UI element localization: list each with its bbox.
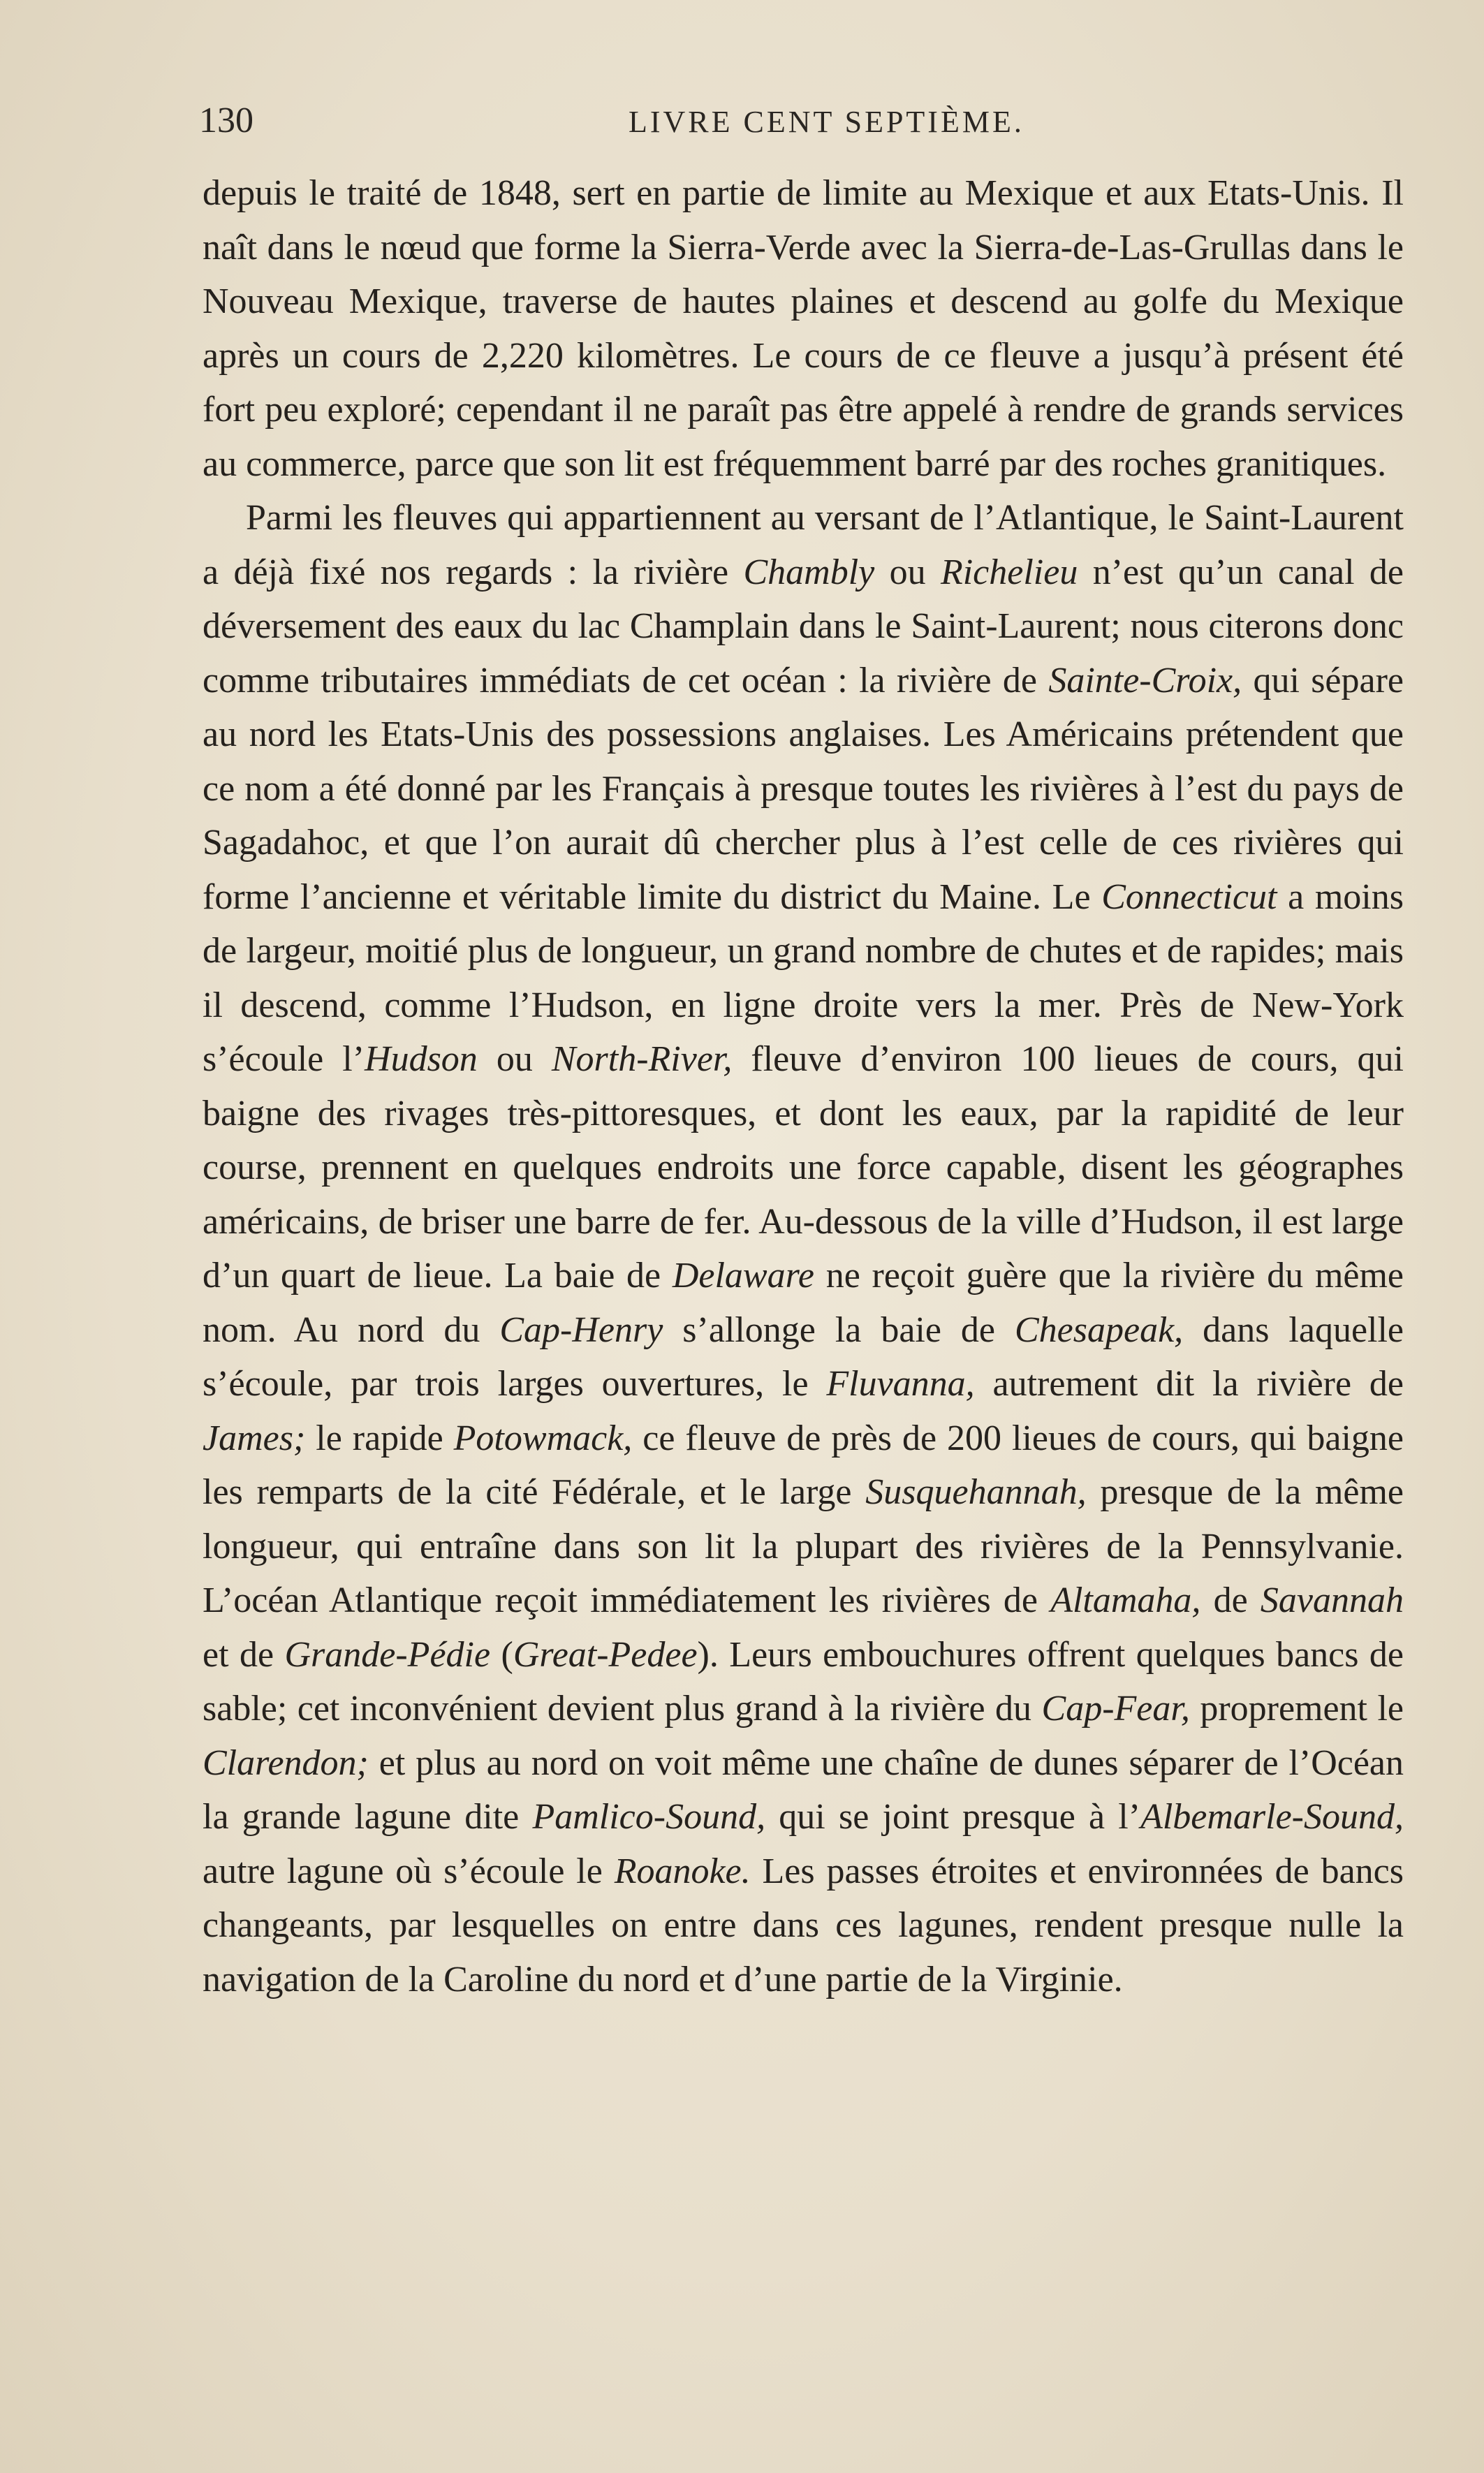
- italic-term: Hudson: [365, 1039, 478, 1079]
- text-run: et plus au nord on voit même une chaîne de dunes séparer de l’Océan la grande lagune dite: [203, 1742, 1404, 1837]
- italic-term: Clarendon;: [203, 1742, 369, 1783]
- page-number: 130: [199, 101, 254, 140]
- italic-term: Cap-Fear,: [1041, 1689, 1190, 1729]
- italic-term: Susquehannah,: [865, 1472, 1087, 1512]
- text-run: ). Leurs embouchures offrent quelques bancs de sable; cet inconvénient devient plus grand à la rivière du: [203, 1634, 1404, 1729]
- text-run: autrement dit la rivière de: [974, 1364, 1404, 1404]
- italic-term: Sainte-Croix,: [1048, 660, 1242, 700]
- italic-term: Cap-Henry: [499, 1309, 663, 1350]
- italic-term: Delaware: [672, 1256, 814, 1296]
- text-run: depuis le traité de 1848, sert en partie de limite au Mexique et aux Etats-Unis. Il naît dans le nœud que forme la Sierra-Verde avec la Sierra-de-Las-Grullas dans le Nouveau Mexique, traverse de hautes plaines et descend au golfe du Mexique après un cours de 2,220 kilomètres. Le cours de ce fleuve a jusqu’à présent été fort peu exploré; cependant il ne paraît pas être appelé à rendre de grands services au commerce, parce que son lit est fréquemment barré par des roches granitiques.: [203, 173, 1404, 484]
- page-header: [199, 94, 1400, 150]
- italic-term: James;: [203, 1418, 306, 1458]
- text-run: a moins de largeur, moitié plus de longueur, un grand nombre de chutes et de rapides; mais il descend, comme l’Hudson, en ligne droite vers la mer. Près de New-York s’écoule l’: [203, 876, 1404, 1079]
- text-run: qui sépare au nord les Etats-Unis des possessions anglaises. Les Américains prétendent que ce nom a été donné par les Français à presque toutes les rivières à l’est du pays de Sagadahoc, et que l’on aurait dû chercher plus à l’est celle de ces rivières qui forme l’ancienne et véritable limite du district du Maine. Le: [203, 660, 1404, 917]
- italic-term: Altamaha,: [1050, 1580, 1201, 1620]
- paragraph-2: [203, 491, 1404, 2006]
- text-run: et de: [203, 1634, 285, 1675]
- body-text: [203, 166, 1404, 2006]
- text-run: Parmi les fleuves qui appartiennent au versant de l’Atlantique, le Saint-Laurent a déjà fixé nos regards : la rivière: [203, 498, 1404, 592]
- italic-term: Chambly: [743, 552, 875, 592]
- italic-term: Savannah: [1260, 1580, 1404, 1620]
- italic-term: Richelieu: [940, 552, 1078, 592]
- text-run: ce fleuve de près de 200 lieues de cours, qui baigne les remparts de la cité Fédérale, et le large: [203, 1418, 1404, 1512]
- italic-term: North-River,: [551, 1039, 733, 1079]
- italic-term: Great-Pedee: [513, 1634, 698, 1675]
- text-run: autre lagune où s’écoule le: [203, 1851, 615, 1891]
- text-run: proprement le: [1189, 1689, 1404, 1729]
- italic-term: Potowmack,: [453, 1418, 633, 1458]
- italic-term: Roanoke.: [614, 1851, 751, 1891]
- text-run: de: [1200, 1580, 1261, 1620]
- text-run: le rapide: [305, 1418, 454, 1458]
- running-title: LIVRE CENT SEPTIÈME.: [629, 105, 1024, 139]
- italic-term: Pamlico-Sound,: [532, 1797, 766, 1837]
- text-run: ou: [874, 552, 941, 592]
- text-run: presque de la même longueur, qui entraîne dans son lit la plupart des rivières de la Pennsylvanie. L’océan Atlantique reçoit immédiatement les rivières de: [203, 1472, 1404, 1620]
- italic-term: Albemarle-Sound,: [1140, 1797, 1404, 1837]
- italic-term: Chesapeak,: [1014, 1309, 1184, 1350]
- italic-term: Fluvanna,: [826, 1364, 975, 1404]
- italic-term: Connecticut: [1101, 876, 1277, 917]
- text-run: (: [490, 1634, 513, 1675]
- text-run: Les passes étroites et environnées de bancs changeants, par lesquelles on entre dans ces lagunes, rendent presque nulle la navigation de la Caroline du nord et d’une partie de la Virginie.: [203, 1851, 1404, 1999]
- text-run: ou: [477, 1039, 552, 1079]
- text-run: n’est qu’un canal de déversement des eaux du lac Champlain dans le Saint-Laurent; nous citerons donc comme tributaires immédiats de cet océan : la rivière de: [203, 552, 1404, 700]
- text-run: fleuve d’environ 100 lieues de cours, qui baigne des rivages très-pittoresques, et dont les eaux, par la rapidité de leur course, prennent en quelques endroits une force capable, disent les géographes américains, de briser une barre de fer. Au-dessous de la ville d’Hudson, il est large d’un quart de lieue. La baie de: [203, 1039, 1404, 1296]
- text-run: s’allonge la baie de: [663, 1309, 1015, 1350]
- text-run: dans laquelle s’écoule, par trois larges ouvertures, le: [203, 1309, 1404, 1404]
- paragraph-1: [203, 166, 1404, 491]
- text-run: ne reçoit guère que la rivière du même nom. Au nord du: [203, 1256, 1404, 1350]
- italic-term: Grande-Pédie: [284, 1634, 491, 1675]
- text-run: qui se joint presque à l’: [765, 1797, 1141, 1837]
